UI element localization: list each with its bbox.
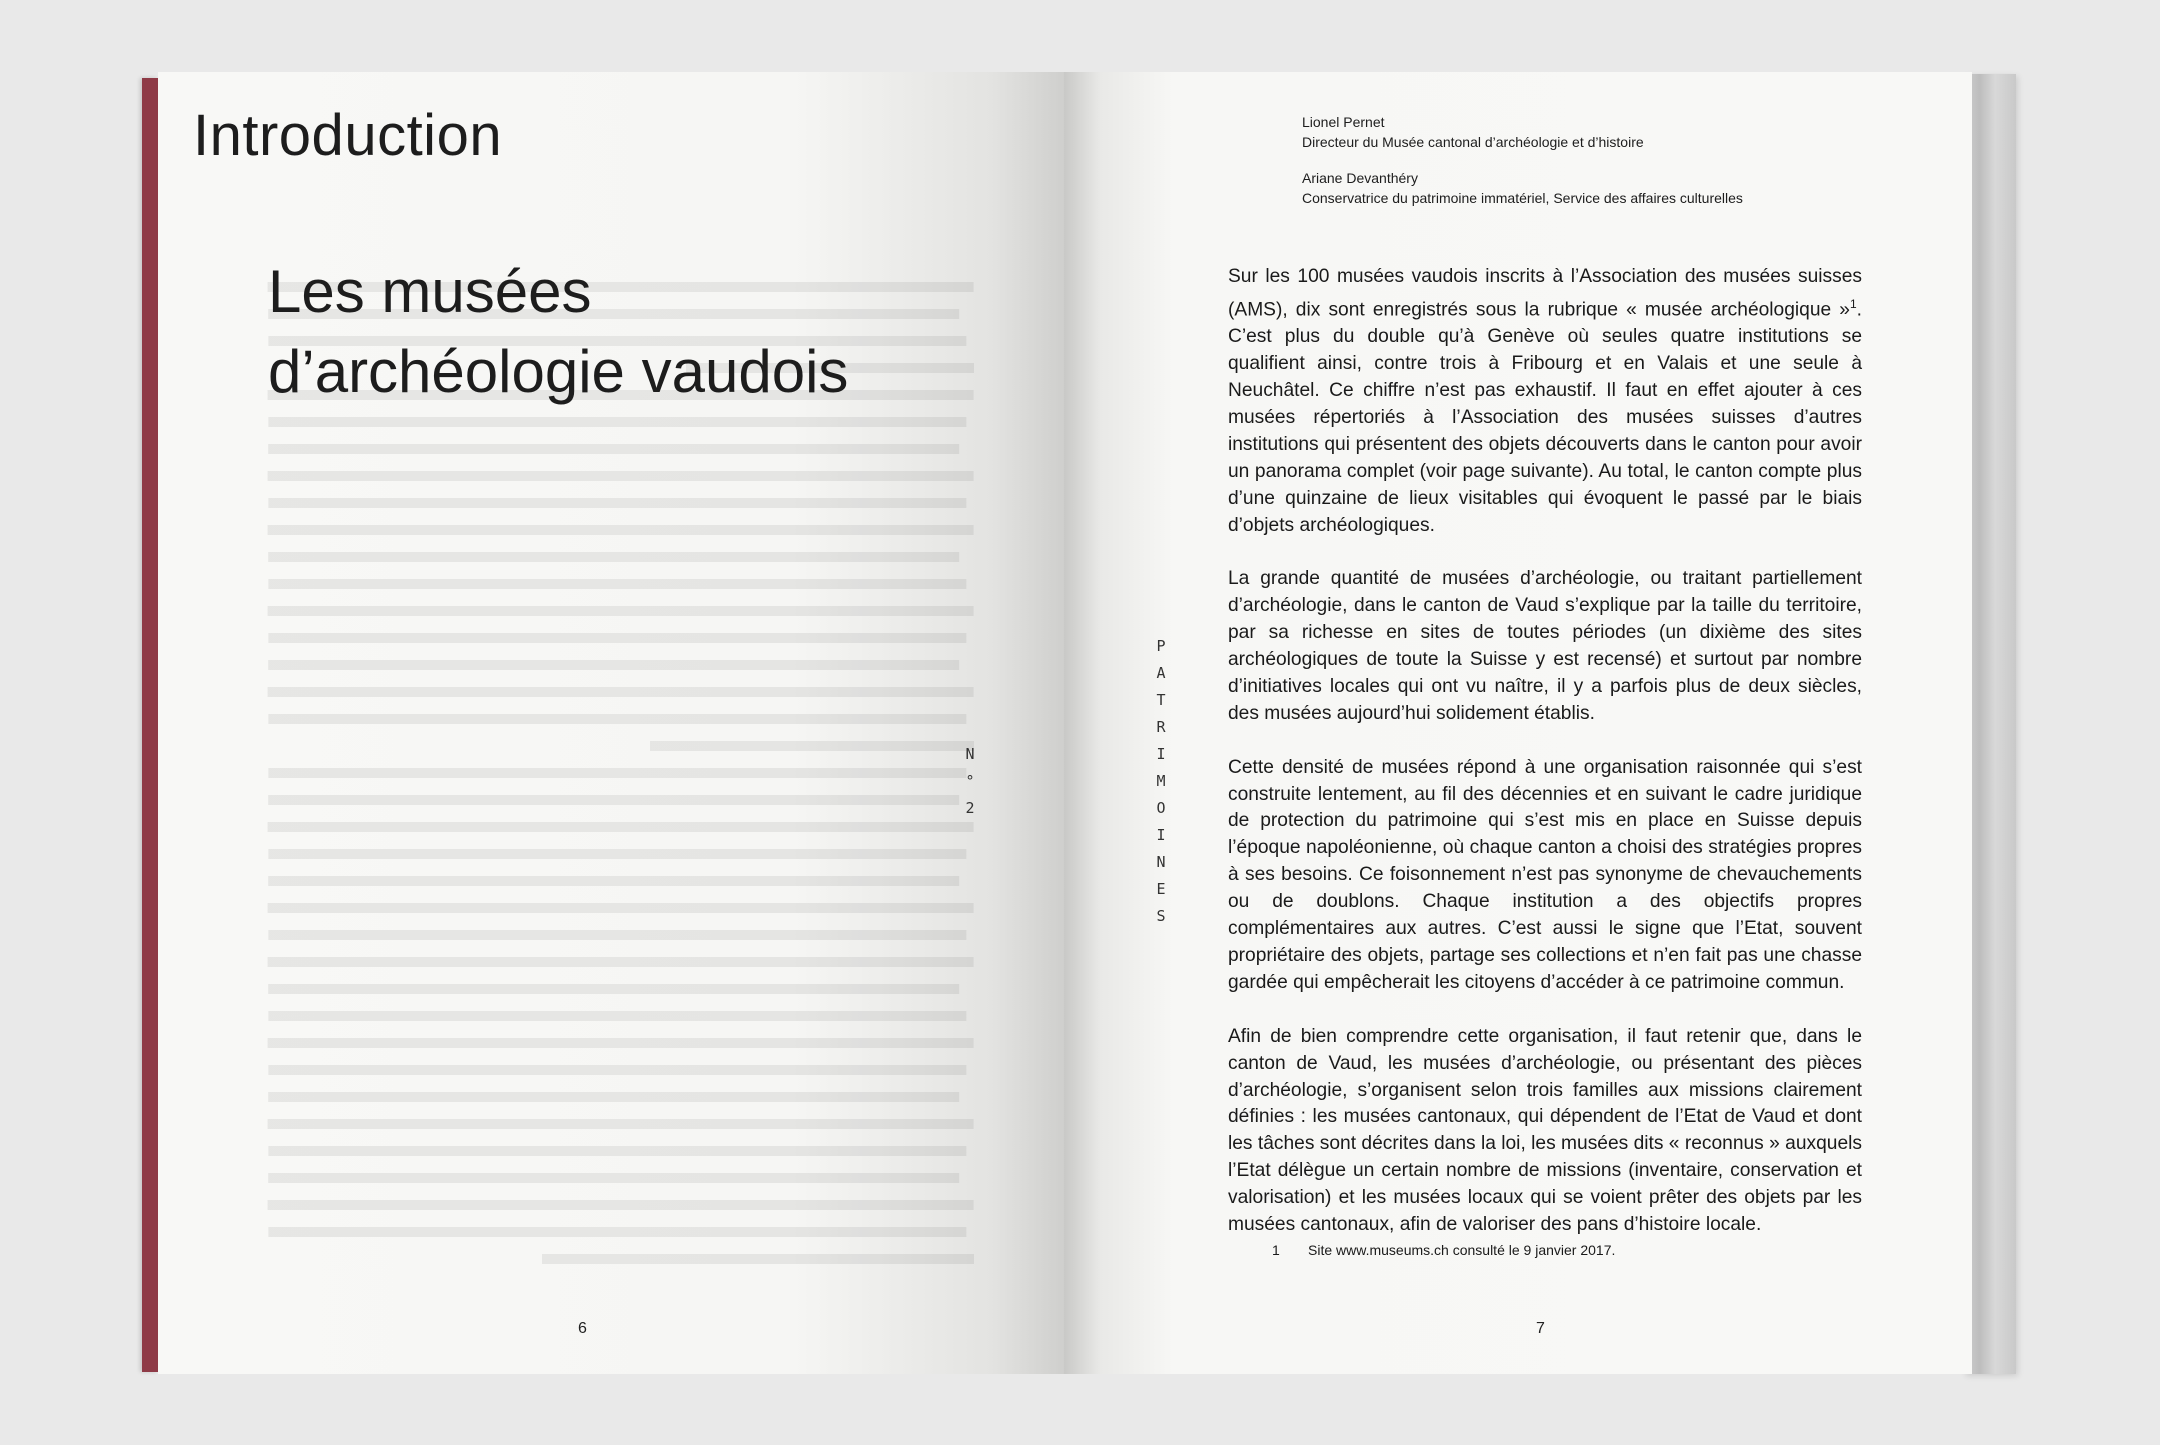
series-letter: N	[965, 745, 975, 763]
vertical-letter: I	[1156, 826, 1166, 844]
page-number-left: 6	[578, 1320, 587, 1337]
paragraph: Cette densité de musées répond à une organisation raisonnée qui s’est construite lentement, au fil des décennies et en suivant le cadre juridique de protection du patrimoine qui s’est mis en place en Suisse depuis l’époque napoléonienne, où chaque canton a choisi des stratégies propres à ses besoins. Ce foisonnement n’est pas synonyme de chevauchements ou de doublons. Chaque institution a des objectifs propres complémentaires aux autres. C’est aussi le signe que l’Etat, souvent propriétaire des objets, partage ses collections et n’en fait pas une chasse gardée qui empêcherait les citoyens d’accéder à ce patrimoine commun.	[1228, 756, 1862, 993]
author-role: Conservatrice du patrimoine immatériel, Service des affaires culturelles	[1302, 190, 1743, 206]
vertical-letter: N	[1156, 853, 1166, 871]
vertical-letter: P	[1156, 637, 1166, 655]
chapter-title	[268, 252, 1028, 412]
series-number	[960, 741, 980, 822]
chapter-title-line-2: d’archéologie vaudois	[268, 338, 849, 405]
author-entry	[1302, 112, 1743, 152]
author-name: Ariane Devanthéry	[1302, 170, 1418, 186]
paragraph-text: C’est plus du double qu’à Genève où seules quatre institutions se qualifient ainsi, contre trois à Fribourg et en Valais et une seule à Neuchâtel. Ce chiffre n’est pas exhaustif. Il faut en effet ajouter à ces musées répertoriés à l’Association des musées suisses d’autres institutions qui présentent des objets découverts dans le canton pour avoir un panorama complet (voir page suivante). Au total, le canton compte plus d’une quinzaine de lieux visitables qui évoquent le passé par le biais d’objets archéologiques.	[1228, 326, 1862, 536]
show-through-text	[268, 282, 988, 1281]
author-role: Directeur du Musée cantonal d’archéologie et d’histoire	[1302, 134, 1644, 150]
paragraph-text: Sur les 100 musées vaudois inscrits à l’Association des musées suisses (AMS), dix sont enregistrés sous la rubrique « musée archéologique »	[1228, 266, 1862, 321]
vertical-letter: E	[1156, 880, 1166, 898]
page-number-right: 7	[1536, 1320, 1545, 1337]
vertical-letter: M	[1156, 772, 1166, 790]
vertical-letter: S	[1156, 907, 1166, 925]
body-text	[1228, 264, 1862, 1266]
vertical-letter: O	[1156, 799, 1166, 817]
vertical-letter: I	[1156, 745, 1166, 763]
series-letter: 2	[965, 799, 975, 817]
book-cover-edge	[142, 78, 158, 1372]
vertical-letter: R	[1156, 718, 1166, 736]
right-page	[1064, 72, 1972, 1374]
paragraph: Sur les 100 musées vaudois inscrits à l’Association des musées suisses (AMS), dix sont enregistrés sous la rubrique « musée archéologique »$^1$. C’est plus du double qu’à Genève où seules quatre institutions se qualifient ainsi, contre trois à Fribourg et en Valais et une seule à Neuchâtel. Ce chiffre n’est pas exhaustif. Il faut en effet ajouter à ces musées répertoriés à l’Association des musées suisses d’autres institutions qui présentent des objets découverts dans le canton pour avoir un panorama complet (voir page suivante). Au total, le canton compte plus d’une quinzaine de lieux visitables qui évoquent le passé par le biais d’objets archéologiques.	[1228, 266, 1862, 536]
authors-block	[1302, 112, 1743, 224]
footnote-number: 1	[1272, 1242, 1280, 1258]
author-entry	[1302, 168, 1743, 208]
author-name: Lionel Pernet	[1302, 114, 1385, 130]
section-title: Introduction	[193, 103, 503, 168]
vertical-series-word	[1153, 633, 1169, 930]
footnote-text: Site www.museums.ch consulté le 9 janvier 2017.	[1308, 1242, 1616, 1258]
vertical-letter: A	[1156, 664, 1166, 682]
paragraph: Afin de bien comprendre cette organisation, il faut retenir que, dans le canton de Vaud, les musées d’archéologie, ou présentant des pièces d’archéologie, s’organisent selon trois familles aux missions clairement définies : les musées cantonaux, qui dépendent de l’Etat de Vaud et dont les tâches sont décrites dans la loi, les musées dits « reconnus » auxquels l’Etat délègue un certain nombre de missions (inventaire, conservation et valorisation) et les musées locaux qui se voient prêter des objets par les musées cantonaux, afin de valoriser des pans d’histoire locale.	[1228, 1025, 1862, 1236]
paragraph: La grande quantité de musées d’archéologie, ou traitant partiellement d’archéologie, dans le canton de Vaud s’explique par la taille du territoire, par sa richesse en sites de toutes périodes (un dixième des sites archéologiques de toute la Suisse y est recensé) et surtout par nombre d’initiatives locales qui ont vu naître, il y a parfois plus de deux siècles, des musées aujourd’hui solidement établis.	[1228, 568, 1862, 724]
footnote	[1272, 1242, 1615, 1258]
footnote-marker: 1	[1849, 296, 1857, 311]
left-page	[158, 72, 1064, 1374]
vertical-letter: T	[1156, 691, 1166, 709]
series-letter: °	[965, 772, 975, 790]
chapter-title-line-1: Les musées	[268, 258, 592, 325]
